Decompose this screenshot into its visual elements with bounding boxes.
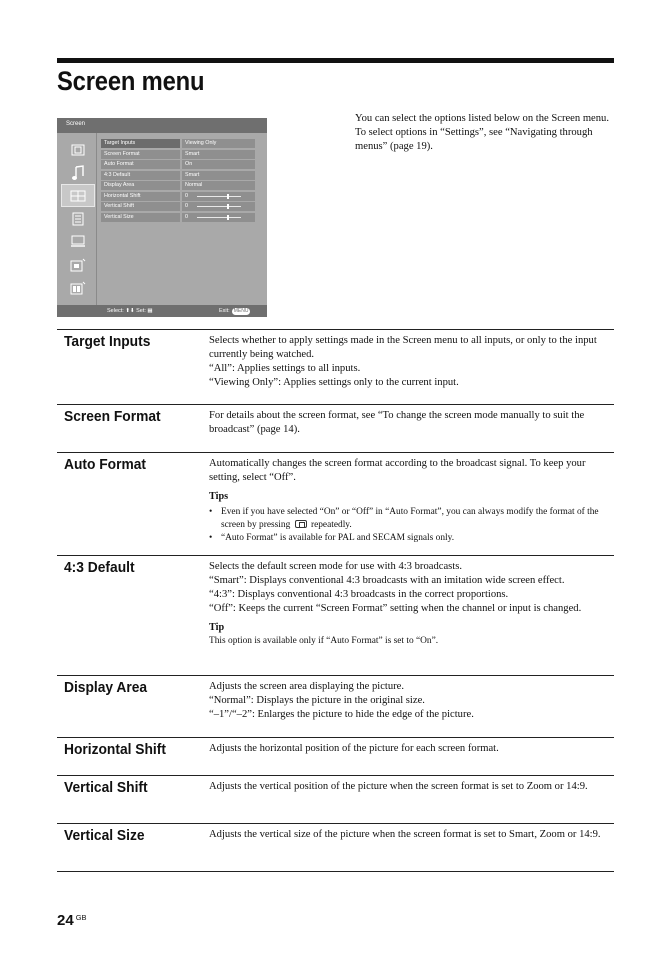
twin-icon <box>61 276 95 299</box>
item-description: Adjusts the vertical position of the picture when the screen format is set to Zoom or 14:9. <box>209 781 588 792</box>
osd-header: Screen <box>57 118 267 133</box>
screen-format-button-icon <box>295 520 307 528</box>
tips-heading: Tips <box>209 491 229 502</box>
osd-slider <box>197 206 241 207</box>
item-vertical-size <box>57 823 614 872</box>
pc-icon <box>61 230 95 253</box>
osd-slider-knob <box>227 215 229 220</box>
item-display-area <box>57 675 614 738</box>
item-term: Vertical Shift <box>64 779 148 796</box>
tip-item: • “Auto Format” is available for PAL and SECAM signals only. <box>209 532 615 545</box>
item-description: Automatically changes the screen format according to the broadcast signal. To keep your setting, select “Off”. Tips • Even if you have selected “On” or “Off” in “Auto Format”, you can always modify the format of the screen by pressing repeatedly. • “Auto Format” is available for PAL and SECAM signals only. <box>209 457 615 545</box>
title-rule <box>57 58 614 63</box>
osd-slider <box>197 196 241 197</box>
sound-icon <box>61 161 95 184</box>
screen-menu-illustration: Screen Target Inputs Viewing Only Screen Format Smart Auto Format On 4:3 Default Smart Display Area Normal Horizontal Shift 0 Vertical Shift 0 Vertical Size 0 Select: ⬆⬇ Set: ▦ Exit: MENU <box>57 118 267 317</box>
osd-footer: Select: ⬆⬇ Set: ▦ Exit: MENU <box>57 305 267 317</box>
setup-icon <box>61 207 95 230</box>
item-term: Horizontal Shift <box>64 741 166 758</box>
pip-icon <box>61 253 95 276</box>
item-term: Vertical Size <box>64 827 145 844</box>
item-auto-format <box>57 452 614 556</box>
item-term: Screen Format <box>64 408 161 425</box>
picture-icon <box>61 138 95 161</box>
page-number: 24 $^{GB}$ <box>57 912 87 929</box>
intro-text: You can select the options listed below on the Screen menu. To select options in “Settings”, see “Navigating through menus” (page 19). <box>355 113 610 152</box>
item-horizontal-shift <box>57 737 614 776</box>
item-term: Auto Format <box>64 456 147 473</box>
item-description: Selects whether to apply settings made in the Screen menu to all inputs, or only to the input currently being watched. “All”: Applies settings to all inputs. “Viewing Only”: Applies settings only to the current input. <box>209 335 597 388</box>
item-4-3-default <box>57 555 614 676</box>
item-screen-format <box>57 404 614 453</box>
osd-divider <box>96 133 97 305</box>
osd-slider-knob <box>227 194 229 199</box>
osd-slider <box>197 217 241 218</box>
tip-text: This option is available only if “Auto Format” is set to “On”. <box>209 636 439 646</box>
screen-icon <box>61 184 95 207</box>
set-button-icon: ▦ <box>145 308 153 314</box>
menu-button-icon: MENU <box>233 308 249 314</box>
tip-heading: Tip <box>209 622 225 633</box>
item-description: Adjusts the screen area displaying the picture. “Normal”: Displays the picture in the original size. “–1”/“–2”: Enlarges the picture to hide the edge of the picture. <box>209 681 474 720</box>
item-term: 4:3 Default <box>64 559 135 576</box>
item-description: Adjusts the vertical size of the picture when the screen format is set to Smart, Zoom or 14:9. <box>209 829 601 840</box>
tips-list <box>209 506 615 545</box>
item-description: For details about the screen format, see “To change the screen mode manually to suit the broadcast” (page 14). <box>209 410 585 435</box>
page-title: Screen menu <box>57 66 205 96</box>
item-vertical-shift <box>57 775 614 824</box>
item-description: Selects the default screen mode for use with 4:3 broadcasts. “Smart”: Displays conventional 4:3 broadcasts with an imitation wide screen effect. “4:3”: Displays conventional 4:3 broadcasts in the correct proportions. “Off”: Keeps the current “Screen Format” setting when the channel or input is changed. Tip This option is available only if “Auto Format” is set to “On”. <box>209 560 615 648</box>
tip-item: • Even if you have selected “On” or “Off” in “Auto Format”, you can always modify the format of the screen by pressing repeatedly. <box>209 506 615 532</box>
osd-icon-column <box>57 133 96 305</box>
item-term: Target Inputs <box>64 333 151 350</box>
item-target-inputs <box>57 329 614 405</box>
osd-slider-knob <box>227 204 229 209</box>
item-description: Adjusts the horizontal position of the picture for each screen format. <box>209 743 499 754</box>
item-term: Display Area <box>64 679 148 696</box>
